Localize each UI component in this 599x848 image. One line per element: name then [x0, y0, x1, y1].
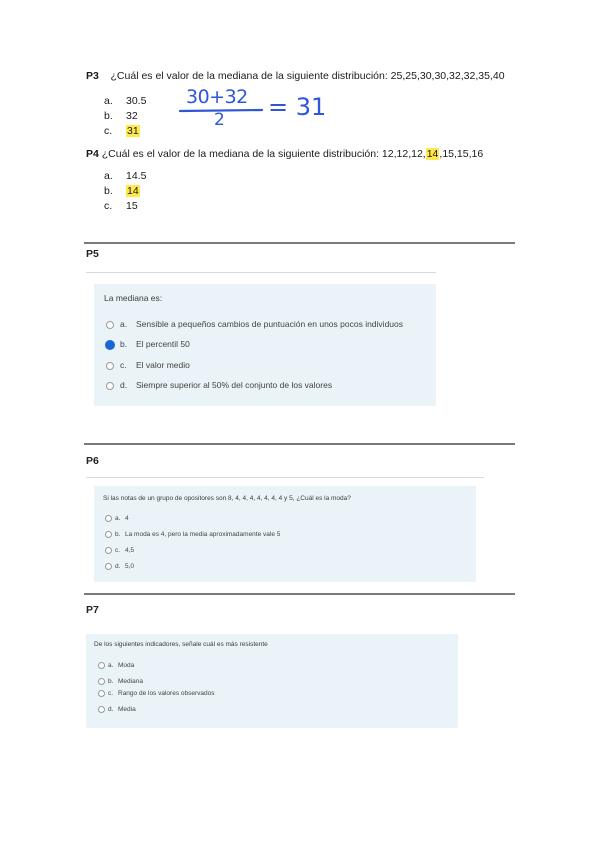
p5-option-c[interactable]: [106, 360, 190, 370]
p4-option-a: [104, 170, 146, 182]
radio-button[interactable]: [98, 678, 105, 685]
option-letter: b.: [104, 185, 113, 197]
option-text: Rango de los valores observados: [118, 690, 215, 698]
option-text: Sensible a pequeños cambios de puntuación en unos pocos individuos: [136, 319, 403, 329]
p7-prompt: De los siguientes indicadores, señale cuál es más resistente: [94, 641, 268, 648]
section-divider: [84, 593, 515, 595]
card-top-divider: [86, 272, 436, 273]
p6-prompt: Si las notas de un grupo de opositores son 8, 4, 4, 4, 4, 4, 4, 4 y 5, ¿Cuál es la moda?: [103, 495, 351, 502]
option-letter: a.: [104, 170, 113, 182]
p6-option-b[interactable]: [105, 531, 280, 538]
radio-button-selected[interactable]: [105, 340, 115, 350]
radio-button[interactable]: [98, 662, 105, 669]
handwritten-denominator: 2: [214, 110, 225, 130]
option-text: Siempre superior al 50% del conjunto de los valores: [136, 380, 333, 390]
option-letter: b.: [108, 678, 114, 686]
radio-button[interactable]: [106, 382, 114, 390]
p4-question-before: ¿Cuál es el valor de la mediana de la siguiente distribución: 12,12,12,: [101, 148, 426, 160]
p6-option-c[interactable]: [105, 547, 134, 554]
p7-option-a[interactable]: [98, 662, 134, 669]
radio-button[interactable]: [106, 362, 114, 370]
option-text: La moda es 4, pero la media aproximadamente vale 5: [125, 531, 281, 539]
option-text: 14.5: [126, 170, 147, 182]
option-letter: b.: [120, 339, 128, 349]
option-text: 30.5: [126, 95, 147, 107]
p3-option-b: [104, 110, 138, 122]
option-letter: c.: [104, 200, 113, 212]
p4-option-c: [104, 200, 138, 212]
option-text-highlighted: 14: [127, 185, 139, 197]
option-text: 15: [126, 200, 138, 212]
p5-question-card: [94, 284, 436, 406]
p4-question-line: [86, 148, 483, 160]
section-divider: [84, 443, 515, 445]
p5-option-d[interactable]: [106, 380, 332, 390]
p6-question-card: [94, 486, 476, 582]
option-letter: d.: [115, 563, 121, 571]
handwritten-calculation: [178, 88, 328, 132]
p3-option-a: [104, 95, 146, 107]
option-text: 5,0: [125, 563, 135, 571]
option-letter: d.: [120, 380, 128, 390]
option-letter: b.: [115, 531, 121, 539]
p7-option-c[interactable]: [98, 690, 214, 697]
option-letter: c.: [108, 690, 114, 698]
p4-option-b: [104, 185, 140, 197]
radio-button[interactable]: [105, 547, 112, 554]
section-divider: [84, 242, 515, 244]
option-text: 32: [126, 110, 138, 122]
p4-question-highlight: 14: [426, 148, 439, 160]
p3-question: ¿Cuál es el valor de la mediana de la siguiente distribución: 25,25,30,30,32,32,35,40: [110, 70, 505, 82]
radio-button[interactable]: [98, 690, 105, 697]
option-text: El valor medio: [136, 360, 190, 370]
p5-tag: P5: [86, 248, 99, 260]
option-letter: a.: [108, 662, 114, 670]
option-letter: c.: [104, 125, 113, 137]
p5-prompt: La mediana es:: [104, 293, 163, 303]
option-text: Media: [118, 706, 136, 714]
option-letter: a.: [104, 95, 113, 107]
p3-tag: P3: [86, 70, 99, 82]
p6-option-d[interactable]: [105, 563, 134, 570]
option-text: Moda: [118, 662, 135, 670]
radio-button[interactable]: [105, 531, 112, 538]
radio-button[interactable]: [106, 321, 114, 329]
handwritten-result: = 31: [268, 93, 327, 121]
option-text: El percentil 50: [136, 339, 190, 349]
p3-question-line: [86, 70, 505, 82]
p7-option-d[interactable]: [98, 706, 136, 713]
option-text: 4,5: [125, 547, 135, 555]
p4-question-after: ,15,15,16: [439, 148, 484, 160]
p7-option-b[interactable]: [98, 678, 143, 685]
p5-option-b[interactable]: [105, 339, 190, 350]
option-letter: c.: [115, 547, 121, 555]
option-text: Mediana: [118, 678, 143, 686]
p7-tag: P7: [86, 604, 99, 616]
p6-tag: P6: [86, 455, 99, 467]
radio-button[interactable]: [105, 563, 112, 570]
option-letter: a.: [115, 515, 121, 523]
option-letter: d.: [108, 706, 114, 714]
handwritten-numerator: 30+32: [186, 86, 248, 108]
card-top-divider: [86, 477, 484, 478]
radio-button[interactable]: [105, 515, 112, 522]
option-text: 4: [125, 515, 129, 523]
option-letter: c.: [120, 360, 127, 370]
radio-button[interactable]: [98, 706, 105, 713]
p5-option-a[interactable]: [106, 319, 403, 329]
option-text-highlighted: 31: [127, 125, 139, 137]
p4-tag: P4: [86, 148, 99, 160]
p7-question-card: [86, 634, 458, 728]
p3-option-c: [104, 125, 140, 137]
p6-option-a[interactable]: [105, 515, 129, 522]
option-letter: a.: [120, 319, 128, 329]
option-letter: b.: [104, 110, 113, 122]
